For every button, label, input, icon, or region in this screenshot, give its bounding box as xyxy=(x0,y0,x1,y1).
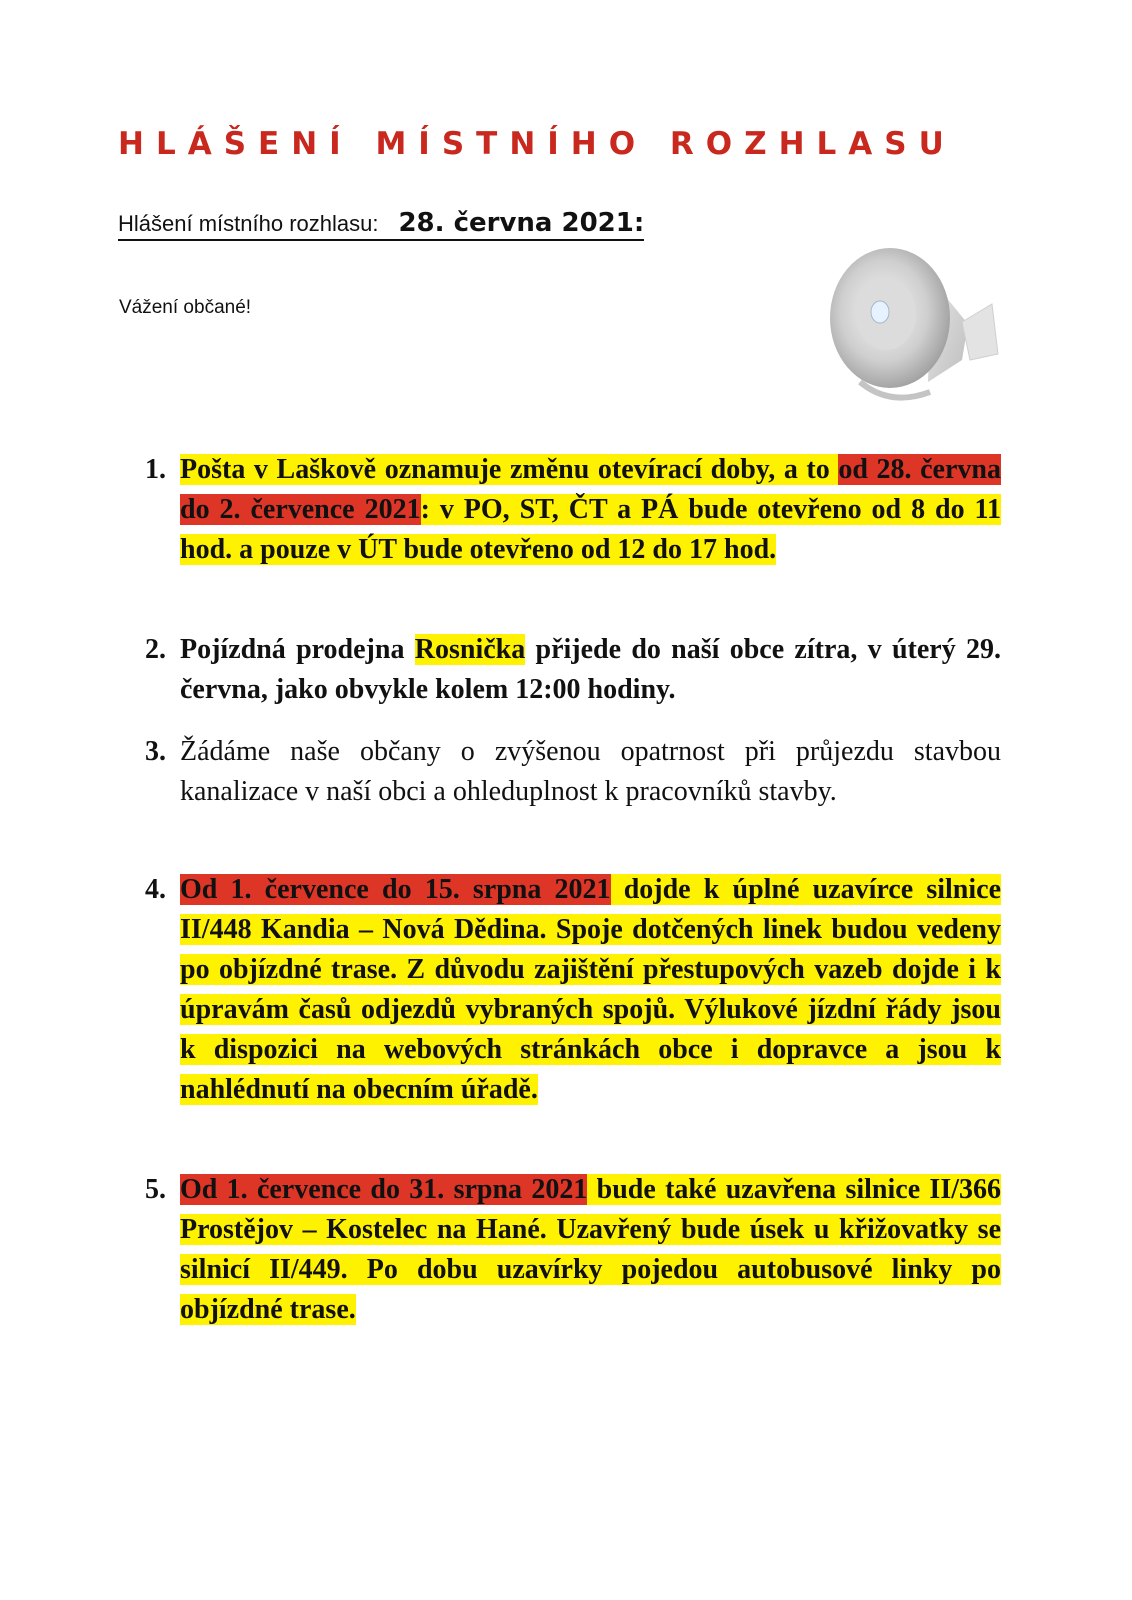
item-text: dojde k úplné uzavírce silnice II/448 Kandia – Nová Dědina. Spoje dotčených linek budou vedeny po objízdné trase. Z důvodu zajištění přestupových vazeb dojde i k úpravám časů odjezdů vybraných spojů. Výlukové jízdní řády jsou k dispozici na webových stránkách obce i dopravce a jsou k nahlédnutí na obecním úřadě. xyxy=(180,874,1001,1105)
shop-name-highlight: Rosnička xyxy=(414,634,526,665)
item-number: 2. xyxy=(145,634,166,665)
date-range-highlight: Od 1. července do 31. srpna 2021 xyxy=(180,1174,588,1205)
item-number: 5. xyxy=(145,1174,166,1205)
item-text: Pojízdná prodejna xyxy=(180,634,415,665)
date-range-highlight: Od 1. července do 15. srpna 2021 xyxy=(180,874,611,905)
announcement-date: 28. června 2021: xyxy=(398,208,645,238)
announcement-item-5 xyxy=(145,1170,1001,1330)
page-title: HLÁŠENÍ MÍSTNÍHO ROZHLASU xyxy=(118,126,956,162)
item-text: Žádáme naše občany o zvýšenou opatrnost při průjezdu stavbou kanalizace v naší obci a ohleduplnost k pracovníků stavby. xyxy=(180,736,1001,807)
item-number: 4. xyxy=(145,874,166,905)
announcement-item-3 xyxy=(145,732,1001,812)
item-number: 3. xyxy=(145,736,166,767)
date-range-highlight: od 28. června do 2. července 2021 xyxy=(180,454,1001,525)
announcement-item-4 xyxy=(145,870,1001,1110)
subtitle-label: Hlášení místního rozhlasu: xyxy=(118,211,379,236)
item-number: 1. xyxy=(145,454,166,485)
announcement-item-2 xyxy=(145,630,1001,710)
loudspeaker-icon xyxy=(820,232,1010,422)
item-text: přijede do naší obce zítra, v úterý 29. června, jako obvykle kolem 12:00 hodiny. xyxy=(180,634,1001,705)
greeting: Vážení občané! xyxy=(119,297,252,318)
item-text: : v PO, ST, ČT a PÁ bude otevřeno od 8 do 11 hod. a pouze v ÚT bude otevřeno od 12 do 17 hod. xyxy=(180,494,1002,565)
announcement-item-1 xyxy=(145,450,1001,570)
item-text: bude také uzavřena silnice II/366 Prostějov – Kostelec na Hané. Uzavřený bude úsek u křižovatky se silnicí II/449. Po dobu uzavírky pojedou autobusové linky po objízdné trase. xyxy=(180,1174,1002,1325)
announcement-date-line xyxy=(118,208,644,241)
item-text: Pošta v Laškově oznamuje změnu otevírací doby, a to xyxy=(180,454,839,485)
